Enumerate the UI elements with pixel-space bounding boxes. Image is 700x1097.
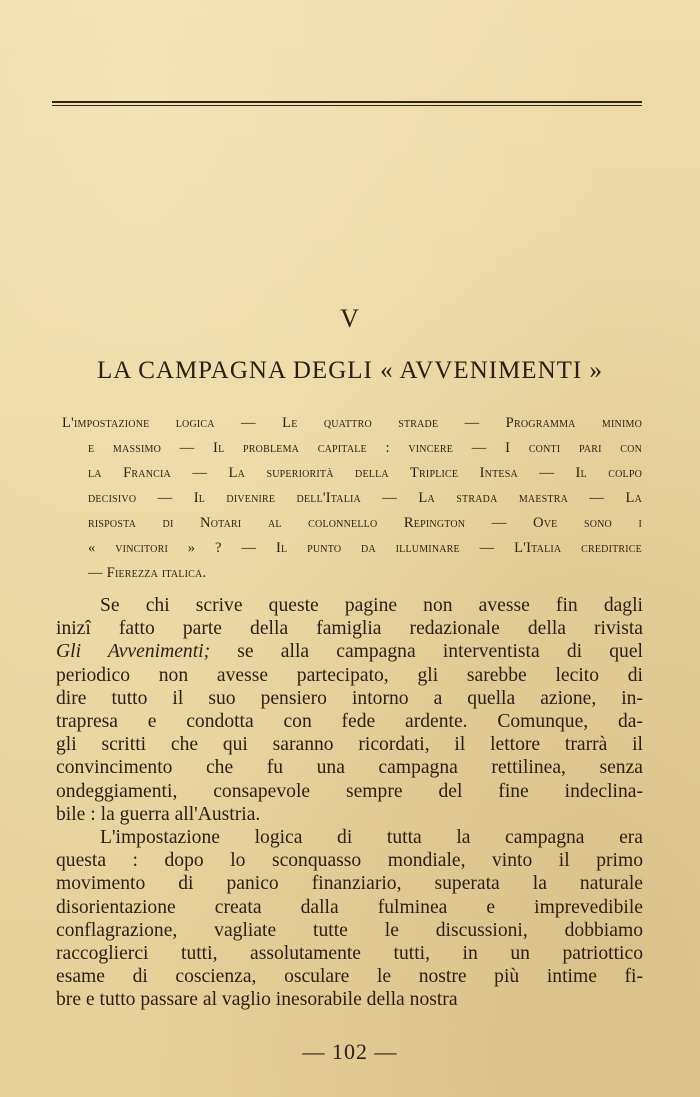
chapter-summary (62, 411, 642, 586)
text-line: gli scritti che qui saranno ricordati, il lettore trarrà il (56, 734, 643, 756)
summary-line: — Fierezza italica. (88, 565, 207, 581)
body-text (56, 594, 643, 1012)
text-line: inizî fatto parte della famiglia redazionale della rivista (56, 618, 643, 640)
summary-line: e massimo — Il problema capitale : vincere — I conti pari con (88, 440, 642, 456)
text-line: dire tutto il suo pensiero intorno a quella azione, in- (56, 687, 643, 709)
summary-line: risposta di Notari al colonnello Repington — Ove sono i (88, 515, 642, 531)
text-line: conflagrazione, vagliate tutte le discussioni, dobbiamo (56, 919, 643, 941)
header-rule-thin (52, 105, 642, 106)
text-line: bile : la guerra all'Austria. (56, 803, 261, 825)
paragraph (56, 826, 643, 1012)
periodical-title: Gli Avvenimenti; (56, 641, 211, 663)
text-line: Se chi scrive queste pagine non avesse fin dagli (100, 595, 643, 616)
summary-line: « vincitori » ? — Il punto da illuminare — L'Italia creditrice (88, 540, 642, 556)
text-line: periodico non avesse partecipato, gli sarebbe lecito di (56, 664, 643, 686)
text-line: disorientazione creata dalla fulminea e imprevedibile (56, 896, 643, 918)
summary-line: decisivo — Il divenire dell'Italia — La strada maestra — La (88, 490, 642, 506)
summary-line: L'impostazione logica — Le quattro strade — Programma minimo (62, 415, 642, 431)
text-line: trapresa e condotta con fede ardente. Comunque, da- (56, 711, 643, 733)
chapter-title: LA CAMPAGNA DEGLI « AVVENIMENTI » (97, 357, 603, 384)
text-line: ondeggiamenti, consapevole sempre del fine indeclina- (56, 780, 643, 802)
text-line: movimento di panico finanziario, superata la naturale (56, 873, 643, 895)
text-line: esame di coscienza, osculare le nostre più intime fi- (56, 966, 643, 988)
text-line: bre e tutto passare al vaglio inesorabile della nostra (56, 989, 458, 1011)
page-number: — 102 — (302, 1039, 398, 1064)
summary-line: la Francia — La superiorità della Triplice Intesa — Il colpo (88, 465, 642, 481)
header-rule-thick (52, 101, 642, 103)
text-line: raccoglierci tutti, assolutamente tutti, in un patriottico (56, 943, 643, 965)
text-line: questa : dopo lo sconquasso mondiale, vinto il primo (56, 850, 643, 872)
text-line-with-italic: Gli Avvenimenti; se alla campagna interventista di quel (56, 641, 643, 663)
chapter-numeral: V (340, 304, 360, 333)
text-line: L'impostazione logica di tutta la campagna era (100, 827, 643, 849)
paragraph (56, 594, 643, 826)
text-line: convincimento che fu una campagna rettilinea, senza (56, 757, 643, 779)
